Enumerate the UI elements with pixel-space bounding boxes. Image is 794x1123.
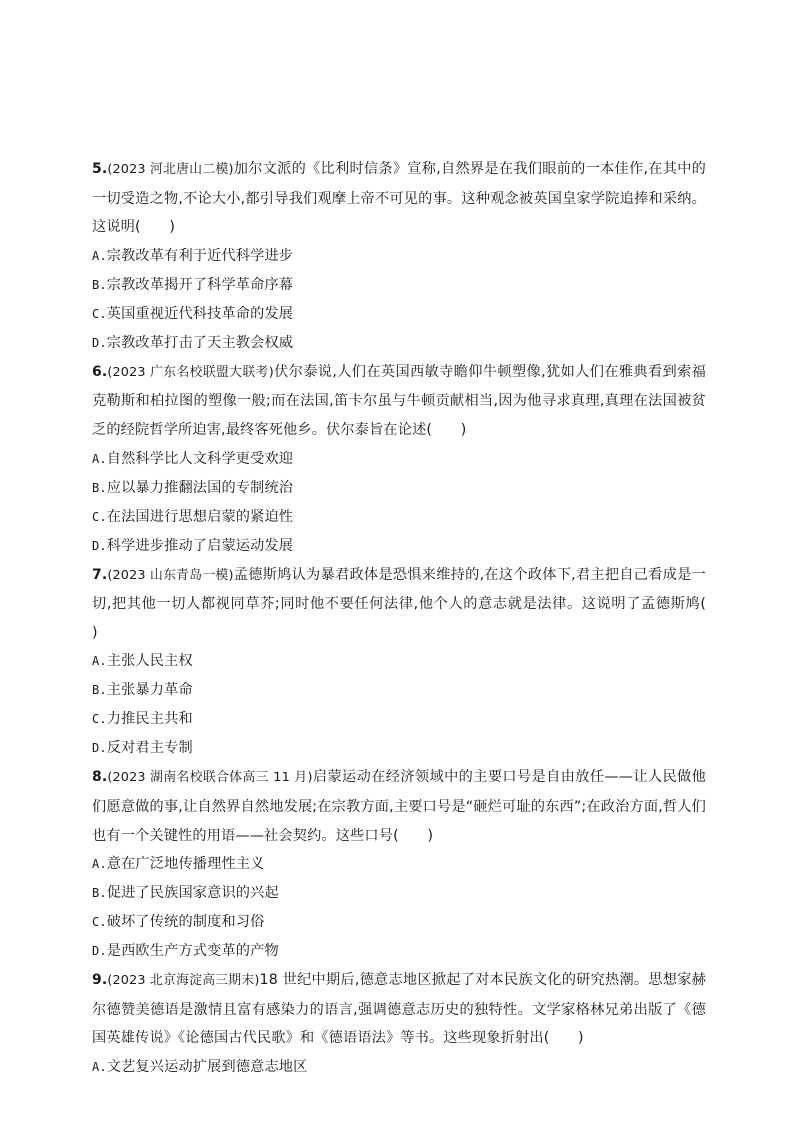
option-text: 主张暴力革命 — [106, 682, 193, 699]
option-text: 应以暴力推翻法国的专制统治 — [106, 479, 294, 496]
option-list — [92, 1053, 706, 1082]
option-d[interactable] — [92, 734, 706, 763]
question-text: 18 世纪中期后,德意志地区掀起了对本民族文化的研究热潮。思想家赫尔德赞美德语是激情且富有感染力的语言,强调德意志历史的独特性。文学家格林兄弟出版了《德国英雄传说》《论德国古代民歌》和《德语语法》等书。这些现象折射出( ) — [92, 972, 706, 1047]
question-source: (2023 广东名校联盟大联考) — [107, 364, 274, 380]
question-stem — [92, 561, 735, 648]
option-list — [92, 445, 706, 561]
option-c[interactable] — [92, 908, 706, 937]
option-list — [92, 850, 706, 966]
question-number: 6. — [92, 363, 108, 380]
option-d[interactable] — [92, 329, 706, 358]
question-text: 孟德斯鸠认为暴君政体是恐惧来维持的,在这个政体下,君主把自己看成是一切,把其他一切人都视同草芥;同时他不要任何法律,他个人的意志就是法律。这说明了孟德斯鸠( ) — [92, 566, 735, 641]
option-letter: B. — [92, 480, 107, 495]
option-text: 是西欧生产方式变革的产物 — [106, 943, 279, 960]
question-number: 5. — [92, 161, 108, 177]
option-letter: A. — [92, 1059, 107, 1074]
option-letter: A. — [92, 248, 107, 263]
option-letter: D. — [92, 538, 107, 553]
option-letter: A. — [92, 654, 107, 669]
question-9 — [92, 966, 706, 1082]
question-6 — [92, 358, 706, 561]
question-7 — [92, 561, 735, 764]
option-text: 宗教改革揭开了科学革命序幕 — [106, 276, 294, 293]
option-a[interactable] — [92, 850, 706, 879]
question-source: (2023 湖南名校联合体高三 11 月) — [107, 770, 313, 786]
option-letter: D. — [92, 335, 107, 350]
option-text: 意在广泛地传播理性主义 — [106, 856, 265, 873]
option-letter: B. — [92, 277, 107, 292]
option-text: 自然科学比人文科学更受欢迎 — [106, 450, 294, 467]
option-text: 宗教改革打击了天主教会权威 — [106, 334, 294, 351]
option-b[interactable] — [92, 271, 706, 300]
option-text: 英国重视近代科技革命的发展 — [106, 305, 294, 322]
option-a[interactable] — [92, 647, 706, 676]
option-letter: D. — [92, 944, 107, 959]
question-8 — [92, 763, 706, 966]
question-text: 启蒙运动在经济领域中的主要口号是自由放任——让人民做他们愿意做的事,让自然界自然地发展;在宗教方面,主要口号是“砸烂可耻的东西”;在政治方面,哲人们也有一个关键性的用语——社会契约。这些口号( ) — [92, 769, 706, 844]
option-letter: D. — [92, 741, 107, 756]
option-letter: A. — [92, 857, 107, 872]
option-a[interactable] — [92, 445, 706, 474]
option-text: 文艺复兴运动扩展到德意志地区 — [106, 1058, 308, 1075]
question-source: (2023 北京海淀高三期末) — [107, 973, 260, 989]
question-source: (2023 河北唐山二模) — [107, 162, 234, 177]
option-c[interactable] — [92, 300, 706, 329]
option-a[interactable] — [92, 1053, 706, 1082]
question-source: (2023 山东青岛一模) — [107, 567, 234, 583]
option-letter: A. — [92, 451, 107, 466]
option-a[interactable] — [92, 242, 706, 271]
option-text: 促进了民族国家意识的兴起 — [106, 885, 279, 902]
option-b[interactable] — [92, 676, 706, 705]
option-text: 宗教改革有利于近代科学进步 — [106, 247, 294, 264]
question-list — [92, 155, 735, 1082]
question-number: 9. — [92, 972, 108, 989]
option-list — [92, 647, 706, 763]
option-letter: C. — [92, 306, 107, 321]
option-letter: C. — [92, 712, 107, 727]
question-5 — [92, 155, 706, 358]
question-stem — [92, 155, 706, 242]
option-b[interactable] — [92, 879, 706, 908]
question-number: 8. — [92, 769, 108, 786]
option-text: 力推民主共和 — [106, 711, 193, 728]
option-list — [92, 242, 706, 358]
option-c[interactable] — [92, 503, 706, 532]
option-letter: B. — [92, 886, 107, 901]
option-text: 在法国进行思想启蒙的紧迫性 — [106, 508, 294, 525]
question-text: 加尔文派的《比利时信条》宣称,自然界是在我们眼前的一本佳作,在其中的一切受造之物,不论大小,都引导我们观摩上帝不可见的事。这种观念被英国皇家学院追捧和采纳。这说明( ) — [92, 161, 706, 236]
option-letter: C. — [92, 509, 107, 524]
question-stem — [92, 763, 706, 850]
option-d[interactable] — [92, 937, 706, 966]
option-letter: B. — [92, 683, 107, 698]
option-d[interactable] — [92, 532, 706, 561]
question-stem — [92, 966, 706, 1053]
option-text: 科学进步推动了启蒙运动发展 — [106, 537, 294, 554]
option-letter: C. — [92, 915, 107, 930]
option-text: 破坏了传统的制度和习俗 — [106, 914, 265, 931]
question-text: 伏尔泰说,人们在英国西敏寺瞻仰牛顿塑像,犹如人们在雅典看到索福克勒斯和柏拉图的塑像一般;而在法国,笛卡尔虽与牛顿贡献相当,因为他寻求真理,真理在法国被贫乏的经院哲学所迫害,最终客死他乡。伏尔泰旨在论述( ) — [92, 363, 706, 438]
option-text: 反对君主专制 — [106, 740, 193, 757]
option-text: 主张人民主权 — [106, 653, 193, 670]
question-number: 7. — [92, 566, 108, 583]
option-c[interactable] — [92, 705, 706, 734]
option-b[interactable] — [92, 474, 706, 503]
question-stem — [92, 358, 706, 445]
